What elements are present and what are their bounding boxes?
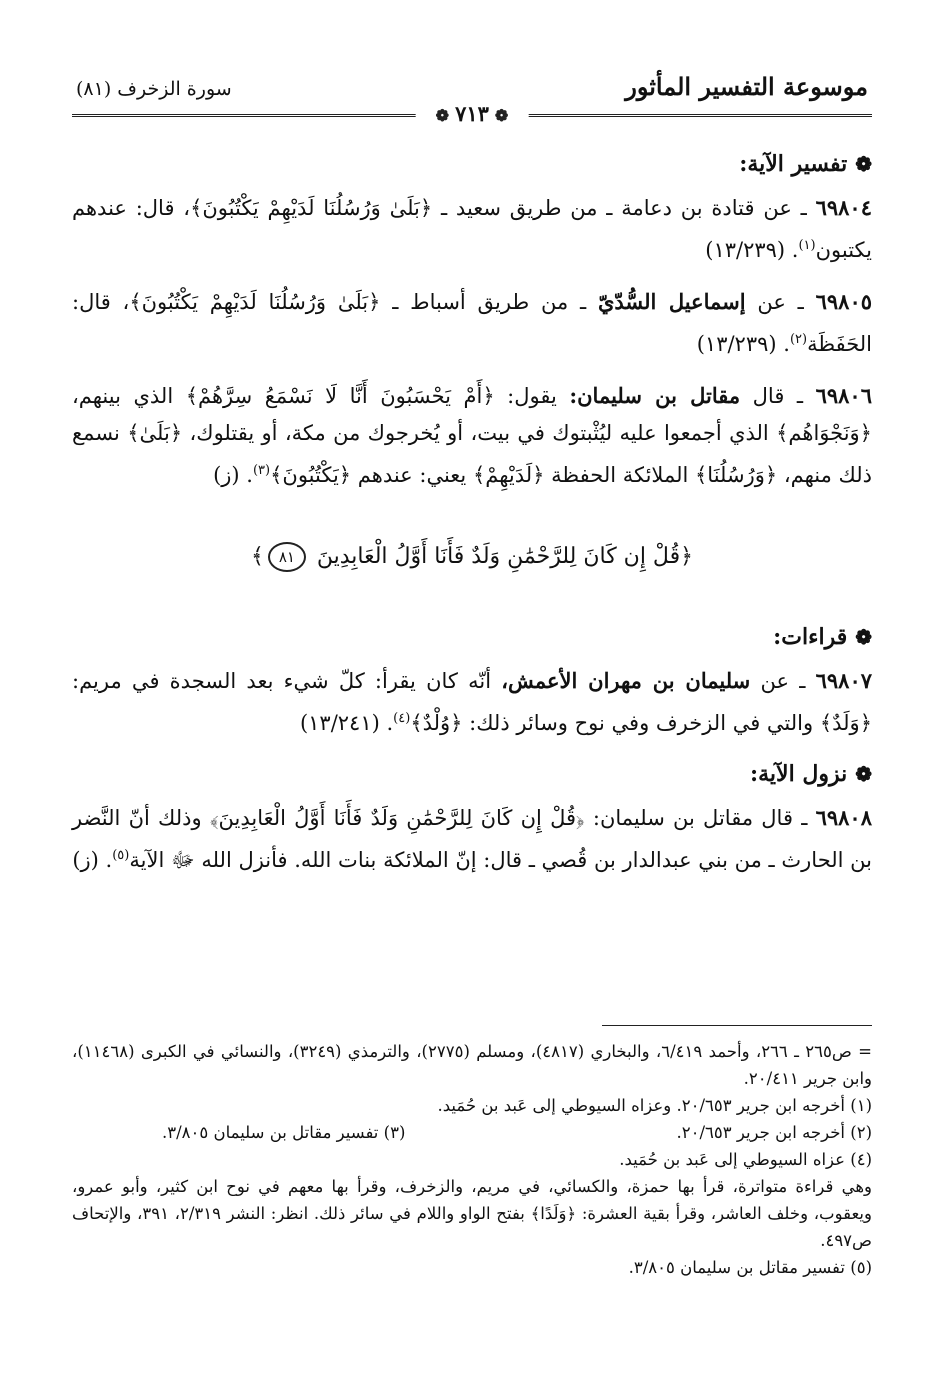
footnote-ref[interactable]: (٣) xyxy=(252,463,271,478)
footnote-ref[interactable]: (٥) xyxy=(112,848,130,863)
footnotes xyxy=(72,1038,872,1281)
ayah-number-icon: ٨١ xyxy=(268,542,306,572)
quran-verse: ﴿قُلْ إِن كَانَ لِلرَّحْمَٰنِ وَلَدٌ فَأَنَا أَوَّلُ الْعَابِدِينَ ٨١﴾ xyxy=(72,538,872,575)
page-number: ٧١٣ xyxy=(455,101,489,126)
footnote-continuation: = ص٢٦٥ ـ ٢٦٦، وأحمد ٦/٤١٩، والبخاري (٤٨١٧)، ومسلم (٢٧٧٥)، والترمذي (٣٢٤٩)، والنسائي في الكبرى (١١٤٦٨)، وابن جرير ٢٠/٤١١. xyxy=(72,1042,872,1088)
footnote-rule xyxy=(602,1025,872,1026)
book-title: موسوعة التفسير المأثور xyxy=(625,72,868,101)
footnote-ref[interactable]: (٢) xyxy=(789,332,808,347)
section-heading-qiraat: ❁قراءات: xyxy=(773,624,872,650)
narration-69805: ٦٩٨٠٥ ـ عن إسماعيل السُّدّيّ ـ من طريق أسباط ـ ﴿بَلَىٰ وَرُسُلُنَا لَدَيْهِمْ يَكْتُبُونَ﴾، قال: الحَفَظَة$^{(٢)}$. (١٣/٢٣٩) xyxy=(72,289,873,356)
narration-69807: ٦٩٨٠٧ ـ عن سليمان بن مهران الأعمش، أنّه كان يقرأ: كلّ شيء بعد السجدة في مريم: ﴿وَلَدٌ﴾ والتي في الزخرف وفي نوح وسائر ذلك: ﴿وُلْدٌ﴾$^{(٤)}$. (١٣/٢٤١) xyxy=(72,668,873,735)
footnote-5: (٥) تفسير مقاتل بن سليمان ٣/٨٠٥. xyxy=(628,1258,872,1277)
ornament-icon: ❁ xyxy=(435,106,450,125)
footnote-3: (٣) تفسير مقاتل بن سليمان ٣/٨٠٥. xyxy=(162,1123,406,1142)
narration-69804: ٦٩٨٠٤ ـ عن قتادة بن دعامة ـ من طريق سعيد ـ ﴿بَلَىٰ وَرُسُلُنَا لَدَيْهِمْ يَكْتُبُونَ﴾، قال: عندهم يكتبون$^{(١)}$. (١٣/٢٣٩) xyxy=(72,195,872,262)
surah-title: سورة الزخرف (٨١) xyxy=(76,78,232,100)
footnote-1: (١) أخرجه ابن جرير ٢٠/٦٥٣. وعزاه السيوطي إلى عَبد بن حُمَيد. xyxy=(437,1096,872,1115)
narrator-name: سليمان بن مهران الأعمش، xyxy=(501,668,751,693)
flower-ornament-icon: ❁ xyxy=(855,152,872,176)
narration-number: ٦٩٨٠٥ xyxy=(815,289,873,314)
section-heading-tafsir: ❁تفسير الآية: xyxy=(739,151,872,177)
page-number-block xyxy=(416,101,529,126)
footnote-row-2-3 xyxy=(72,1119,872,1146)
main-content xyxy=(72,146,872,893)
flower-ornament-icon: ❁ xyxy=(855,762,872,786)
narration-number: ٦٩٨٠٤ xyxy=(815,195,872,220)
narration-number: ٦٩٨٠٦ xyxy=(815,383,872,408)
flower-ornament-icon: ❁ xyxy=(855,625,872,649)
narrator-name: مقاتل بن سليمان: xyxy=(569,383,741,408)
footnote-2: (٢) أخرجه ابن جرير ٢٠/٦٥٣. xyxy=(676,1123,872,1142)
ornament-icon: ❁ xyxy=(494,106,509,125)
footnote-4: (٤) عزاه السيوطي إلى عَبد بن حُمَيد. xyxy=(619,1150,872,1169)
footnote-ref[interactable]: (٤) xyxy=(393,711,411,726)
narration-69806: ٦٩٨٠٦ ـ قال مقاتل بن سليمان: يقول: ﴿أَمْ يَحْسَبُونَ أَنَّا لَا نَسْمَعُ سِرَّهُمْ﴾ الذي بينهم، ﴿وَنَجْوَاهُم﴾ الذي أجمعوا عليه ليُثْبتوك في بيت، أو يُخرجوك من مكة، أو يقتلوك، ﴿بَلَىٰ﴾ نسمع ذلك منهم، ﴿وَرُسُلُنَا﴾ الملائكة الحفظة ﴿لَدَيْهِمْ﴾ يعني: عندهم ﴿يَكْتُبُونَ﴾$^{(٣)}$. (ز) xyxy=(72,383,872,487)
narrator-name: إسماعيل السُّدّيّ xyxy=(597,289,746,314)
narration-number: ٦٩٨٠٨ xyxy=(815,805,872,830)
footnote-4-note: وهي قراءة متواترة، قرأ بها حمزة، والكسائي، في مريم، والزخرف، وقرأ بها معهم في نوح ابن كثير، وأبو عمرو، ويعقوب، وخلف العاشر، وقرأ بقية العشرة: ﴿وَلَدًا﴾ بفتح الواو واللام في سائر ذلك. انظر: النشر ٢/٣١٩، ٣٩١، والإتحاف ص٤٩٧. xyxy=(72,1177,872,1250)
narration-number: ٦٩٨٠٧ xyxy=(815,668,873,693)
narration-69808: ٦٩٨٠٨ ـ قال مقاتل بن سليمان: ﴿قُلْ إِن كَانَ لِلرَّحْمَٰنِ وَلَدٌ فَأَنَا أَوَّلُ الْعَابِدِينَ﴾ وذلك أنّ النَّضر بن الحارث ـ من بني عبدالدار بن قُصي ـ قال: إنّ الملائكة بنات الله. فأنزل الله ﷻ الآية$^{(٥)}$. (ز) xyxy=(72,805,872,872)
footnote-ref[interactable]: (١) xyxy=(798,238,816,253)
section-heading-nuzul: ❁نزول الآية: xyxy=(750,761,872,787)
